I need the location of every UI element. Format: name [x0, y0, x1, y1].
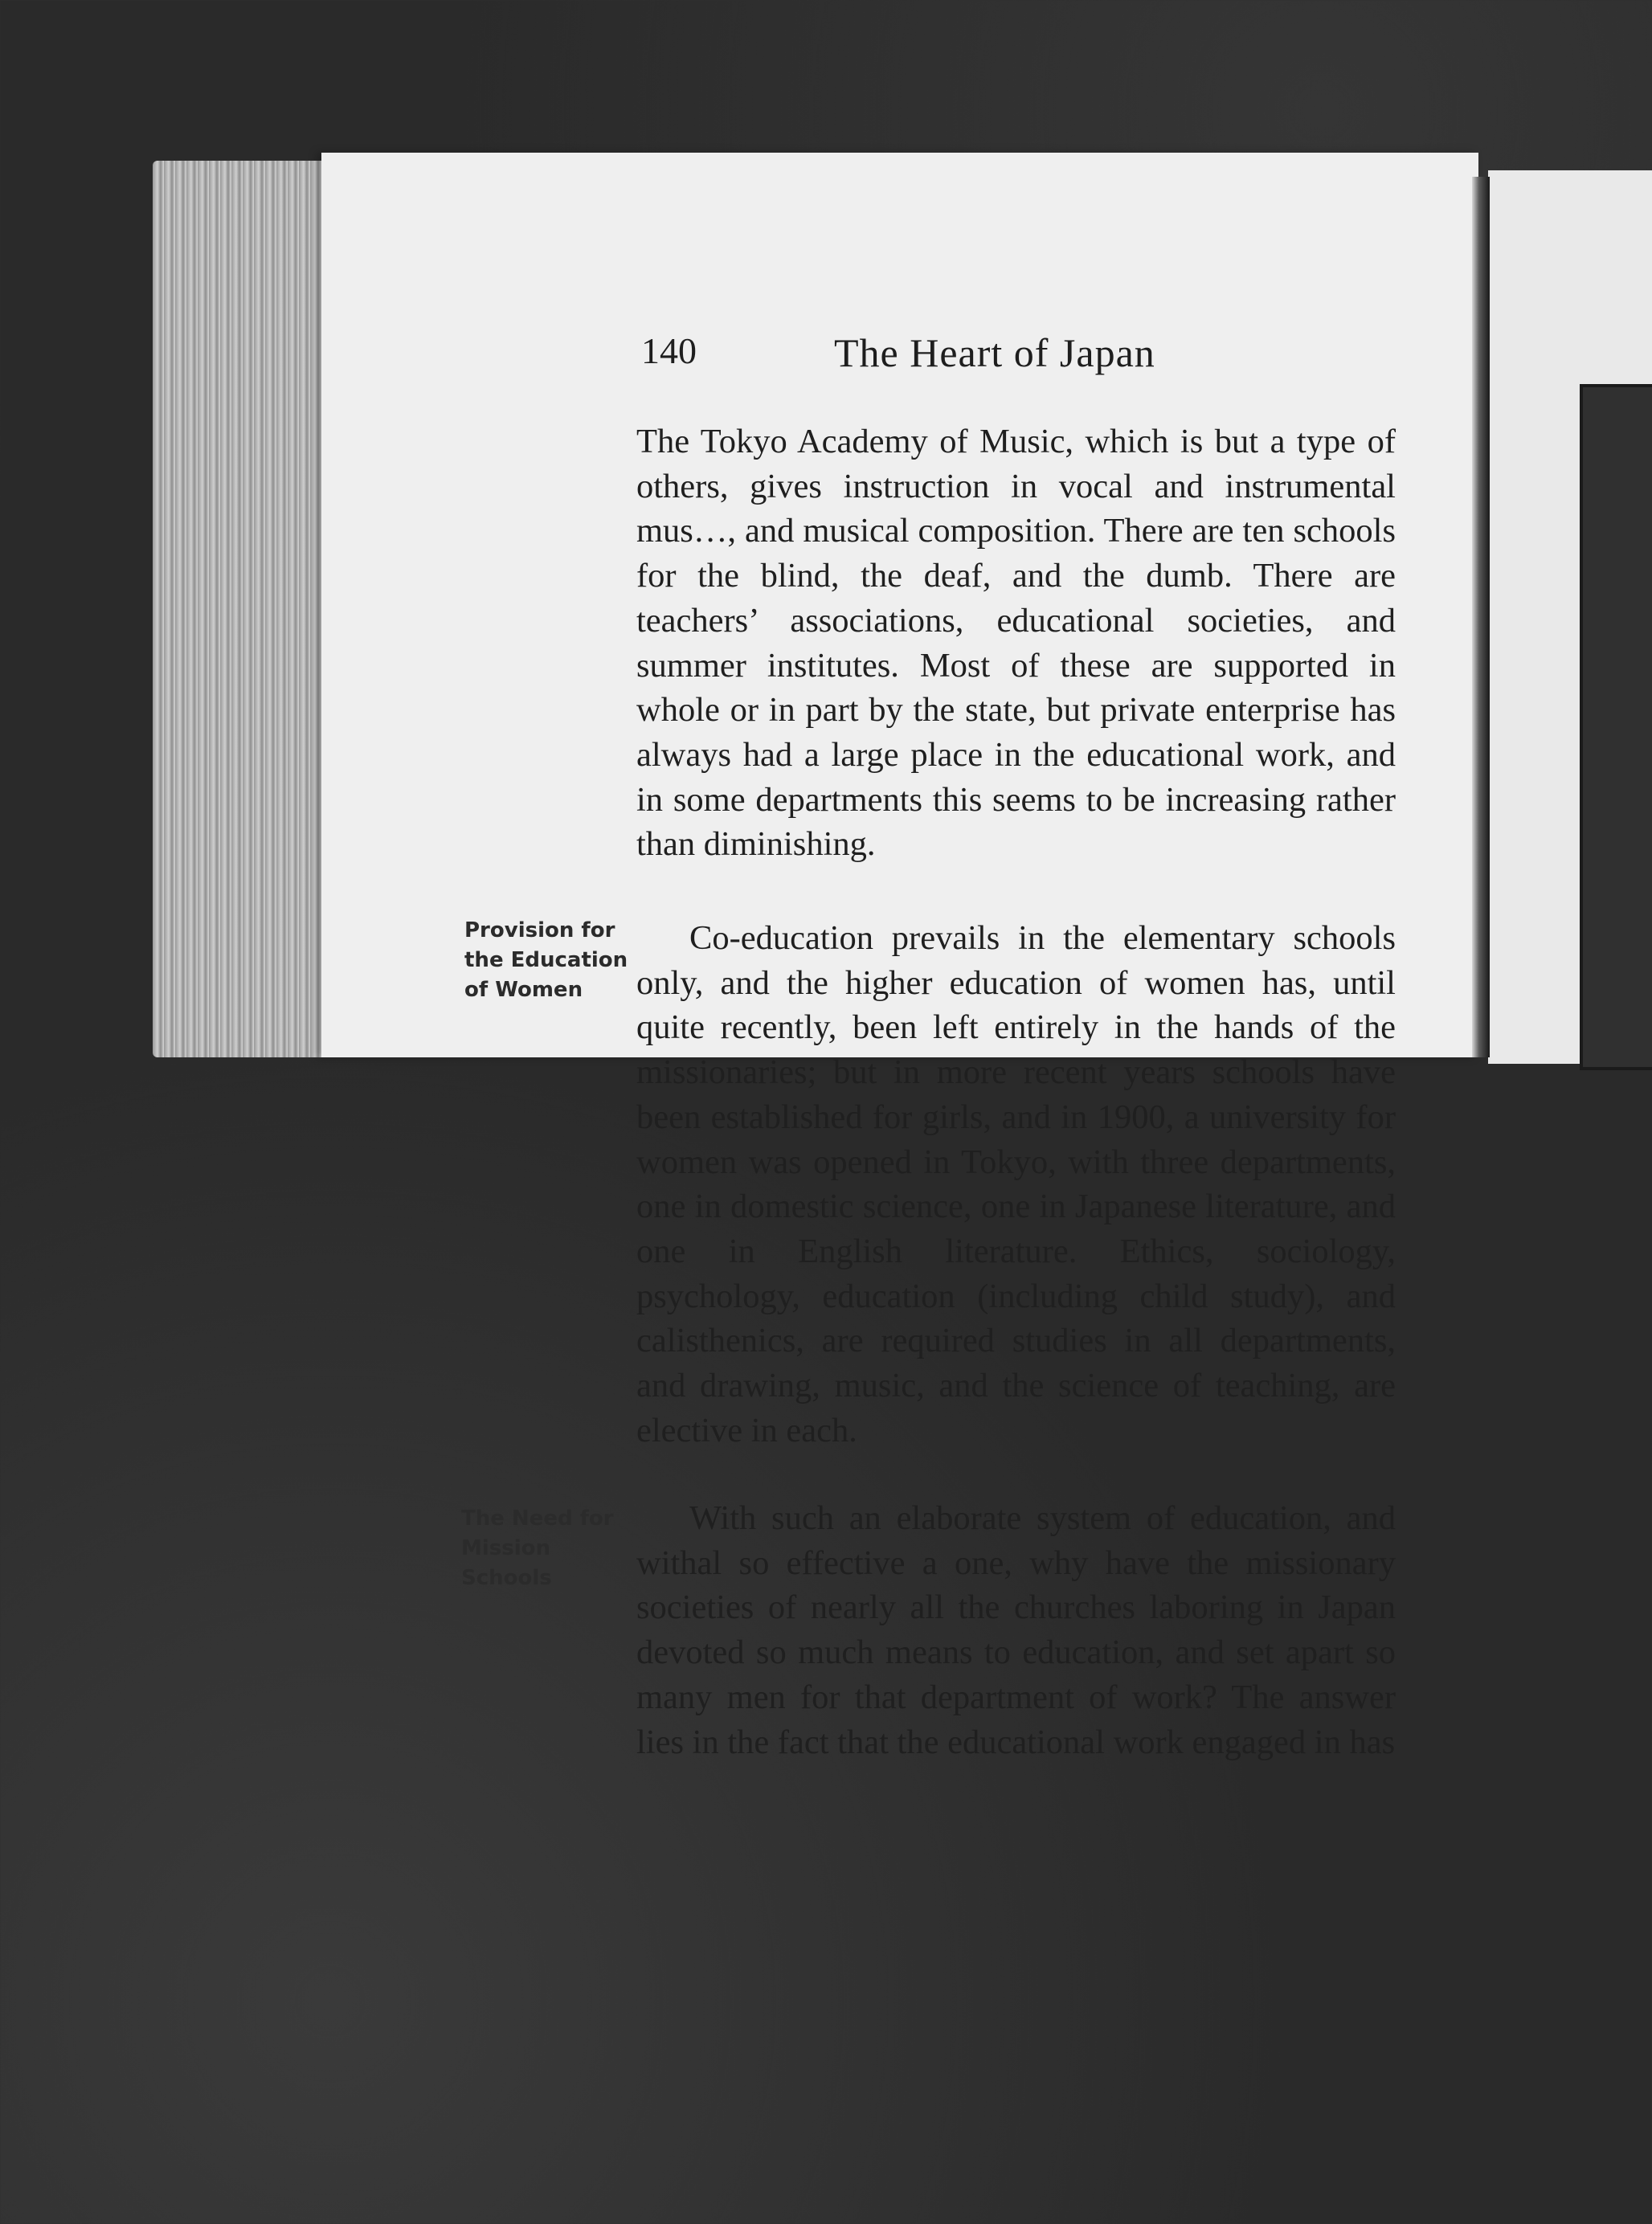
paragraph-mission-schools: With such an elaborate system of education, and withal so effective a one, why have the missionary societies of nearly all the churches laboring in Japan devoted so much means to education, and set apart so many men for that department of work? The answer lies in the fact that the educational work engaged in has: [636, 1499, 1396, 1761]
running-head: [641, 329, 1388, 386]
facing-page-illustration: [1580, 384, 1652, 1070]
page-edges: [153, 161, 337, 1057]
book-gutter: [1472, 177, 1490, 1057]
paragraph-academy-of-music: The Tokyo Academy of Music, which is but a type of others, gives instruction in vocal and instrumental mus…, and musical composition. There are ten schools for the blind, the deaf, and the dumb. There are teachers’ associations, educational societies, and summer institutes. Most of these are supported in whole or in part by the state, but private enterprise has always had a large place in the educational work, and in some departments this seems to be increasing rather than diminishing.: [636, 423, 1396, 864]
page-number: 140: [641, 330, 697, 371]
sidenote-education-of-women: Provision for the Education of Women: [464, 918, 628, 1002]
running-title: The Heart of Japan: [834, 330, 1155, 375]
paragraph-co-education: Co-education prevails in the elementary schools only, and the higher education of women has, until quite recently, been left entirely in the hands of the missionaries; but in more recent years schools have been established for girls, and in 1900, a university for women was opened in Tokyo, with three departments, one in domestic science, one in Japanese literature, and one in English literature. Ethics, sociology, psychology, education (including child study), and calisthenics, are required studies in all departments, and drawing, music, and the science of teaching, are elective in each.: [636, 919, 1396, 1449]
sidenote-mission-schools: The Need for Mission Schools: [461, 1507, 614, 1590]
